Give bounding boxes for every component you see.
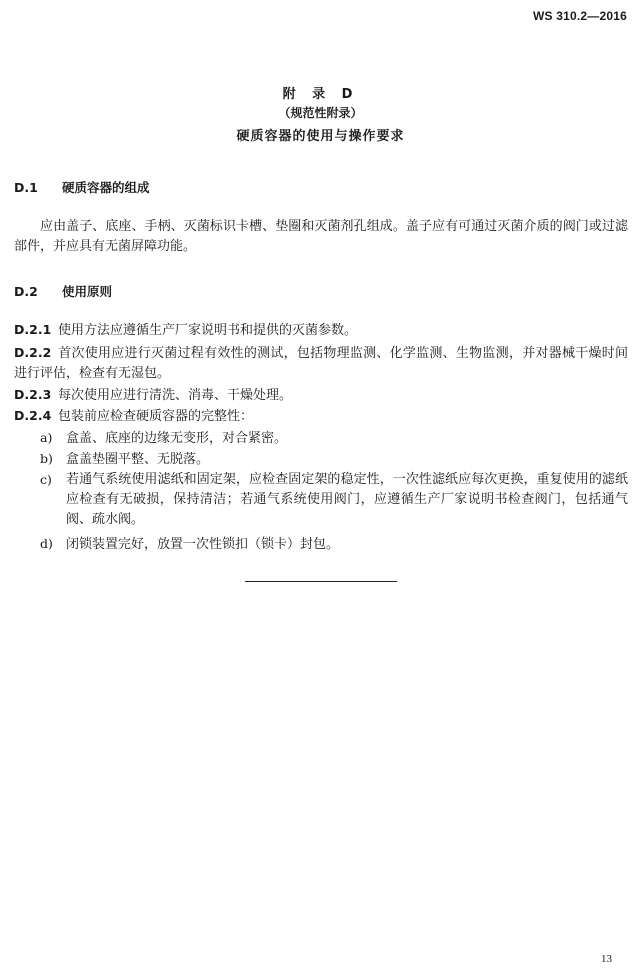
clause-d2-2 <box>14 343 628 384</box>
clause-number: D.2.3 <box>14 387 52 402</box>
item-marker: d) <box>40 536 53 551</box>
item-text: 若通气系统使用滤纸和固定架，应检查固定架的稳定性，一次性滤纸应每次更换，重复使用的滤纸应检查有无破损，保持清洁；若通气系统使用阀门，应遵循生产厂家说明书检查阀门，包括通气阀、疏水阀。 <box>66 472 628 527</box>
appendix-name: 硬质容器的使用与操作要求 <box>236 129 405 144</box>
section-title: 使用原则 <box>62 284 113 299</box>
section-number: D.1 <box>14 180 38 195</box>
clause-text: 首次使用应进行灭菌过程有效性的测试，包括物理监测、化学监测、生物监测，并对器械干燥时间进行评估，检查有无湿包。 <box>14 346 628 381</box>
clause-d2-1 <box>14 320 357 341</box>
clause-number: D.2.4 <box>14 408 52 423</box>
item-marker: a) <box>40 430 53 445</box>
clause-text: 包装前应检查硬质容器的完整性： <box>58 409 254 424</box>
list-item-d <box>40 534 339 555</box>
page-number: 13 <box>601 953 612 965</box>
section-number: D.2 <box>14 284 38 299</box>
section-body-d1: 应由盖子、底座、手柄、灭菌标识卡槽、垫圈和灭菌剂孔组成。盖子应有可通过灭菌介质的阀门或过滤部件，并应具有无菌屏障功能。 <box>14 219 628 254</box>
item-marker: c) <box>40 472 52 487</box>
list-item-c <box>40 470 628 530</box>
item-text: 盒盖垫圈平整、无脱落。 <box>66 452 210 467</box>
item-text: 闭锁装置完好，放置一次性锁扣（锁卡）封包。 <box>66 537 340 552</box>
list-item-b <box>40 449 209 470</box>
clause-text: 使用方法应遵循生产厂家说明书和提供的灭菌参数。 <box>58 323 358 338</box>
list-item-a <box>40 428 287 449</box>
clause-number: D.2.2 <box>14 345 52 360</box>
section-title: 硬质容器的组成 <box>62 180 150 195</box>
section-heading-d2 <box>14 282 112 300</box>
appendix-subtitle: （规范性附录） <box>278 106 363 120</box>
item-marker: b) <box>40 451 53 466</box>
clause-d2-4 <box>14 406 253 427</box>
item-text: 盒盖、底座的边缘无变形，对合紧密。 <box>66 431 288 446</box>
clause-d2-3 <box>14 385 292 406</box>
appendix-title: 附 录 D <box>282 87 359 102</box>
standard-code: WS 310.2—2016 <box>533 9 627 23</box>
clause-text: 每次使用应进行清洗、消毒、干燥处理。 <box>58 388 293 403</box>
clause-number: D.2.1 <box>14 322 52 337</box>
section-heading-d1 <box>14 178 150 196</box>
end-divider <box>245 581 397 582</box>
